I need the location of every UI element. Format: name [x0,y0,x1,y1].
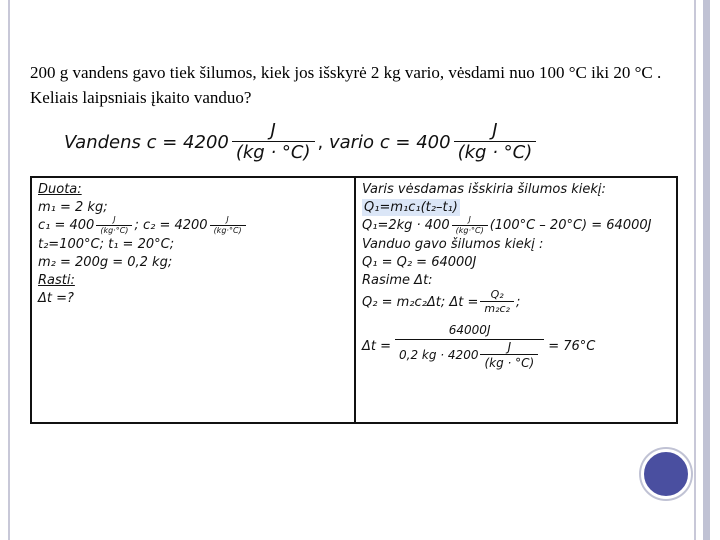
right-rail-bar [703,0,710,540]
unit-denominator: (kg · °C) [454,141,537,164]
find-dt: Rasime Δt: [362,272,433,288]
unit-numerator: J [468,215,471,224]
unit-fraction-dt [480,341,538,372]
dt-formula-fraction [480,289,514,315]
unit-fraction-q1 [452,216,488,235]
decorative-circle [641,449,691,499]
dt-calculation [362,322,670,373]
given-column [31,177,355,423]
dt-denominator [395,339,544,373]
unit-numerator: J [270,120,276,142]
given-m2: m₂ = 200g = 0,2 kg; [38,254,173,270]
solution-column [355,177,677,423]
unit-denominator: (kg · °C) [232,141,315,164]
dt-denominator-start: 0,2 kg · 4200 [399,348,479,363]
solution-formula [362,198,670,216]
unit-numerator: J [226,215,229,224]
unit-denominator: (kg·°C) [210,225,246,236]
dt-fraction [395,322,544,373]
q2-numerator: Q₂ [490,288,504,302]
water-c: c = 4200 [146,132,229,153]
water-heading: Vanduo gavo šilumos kiekį : [362,236,544,252]
right-rail-line [694,0,696,540]
given-c2: ; c₂ = 4200 [134,218,208,234]
solution-heading: Varis vėsdamas išskiria šilumos kiekį: [362,181,606,197]
given-temperatures: t₂=100°C; t₁ = 20°C; [38,236,175,252]
unit-fraction-water [232,121,315,163]
copper-c: c = 400 [379,132,451,153]
q-equal: Q₁ = Q₂ = 64000J [362,254,477,270]
unit-numerator: J [492,120,498,142]
given-c1: c₁ = 400 [38,218,95,234]
find-heading: Rasti: [38,272,75,288]
unit-denominator: (kg·°C) [96,225,132,236]
copper-label: vario [328,132,375,153]
problem-statement: 200 g vandens gavo tiek šilumos, kiek jos išskyrė 2 kg vario, vėsdami nuo 100 °C iki 20 °C . Keliais laipsniais įkaito vanduo? [30,63,662,107]
dt-result: = 76°C [548,339,596,355]
q2-formula [362,289,670,315]
water-label: Vandens [64,132,141,153]
separator: , [317,132,324,153]
q2-denominator: m₂c₂ [480,301,514,315]
solution-table [30,176,678,424]
q1-end: (100°C – 20°C) = 64000J [489,218,652,234]
find-value: Δt =? [38,290,74,306]
q2-end: ; [515,295,521,311]
q1-calculation [362,216,670,235]
left-border [8,0,10,540]
given-heading: Duota: [38,181,82,197]
formula-highlight: Q₁=m₁c₁(t₂–t₁) [364,199,458,215]
given-m1: m₁ = 2 kg; [38,199,108,215]
unit-fraction-c1 [96,216,132,235]
unit-fraction-c2 [210,216,246,235]
q1-start: Q₁=2kg · 400 [362,218,450,234]
unit-denominator: (kg · °C) [480,354,538,371]
specific-heat-line [64,115,544,170]
given-c-values [38,216,348,235]
unit-numerator: J [507,339,512,354]
dt-numerator: 64000J [448,322,491,337]
unit-denominator: (kg·°C) [452,225,488,236]
unit-fraction-copper [454,121,537,163]
q2-start: Q₂ = m₂c₂Δt; Δt = [362,295,479,311]
unit-numerator: J [113,215,116,224]
dt-label: Δt = [362,339,392,355]
